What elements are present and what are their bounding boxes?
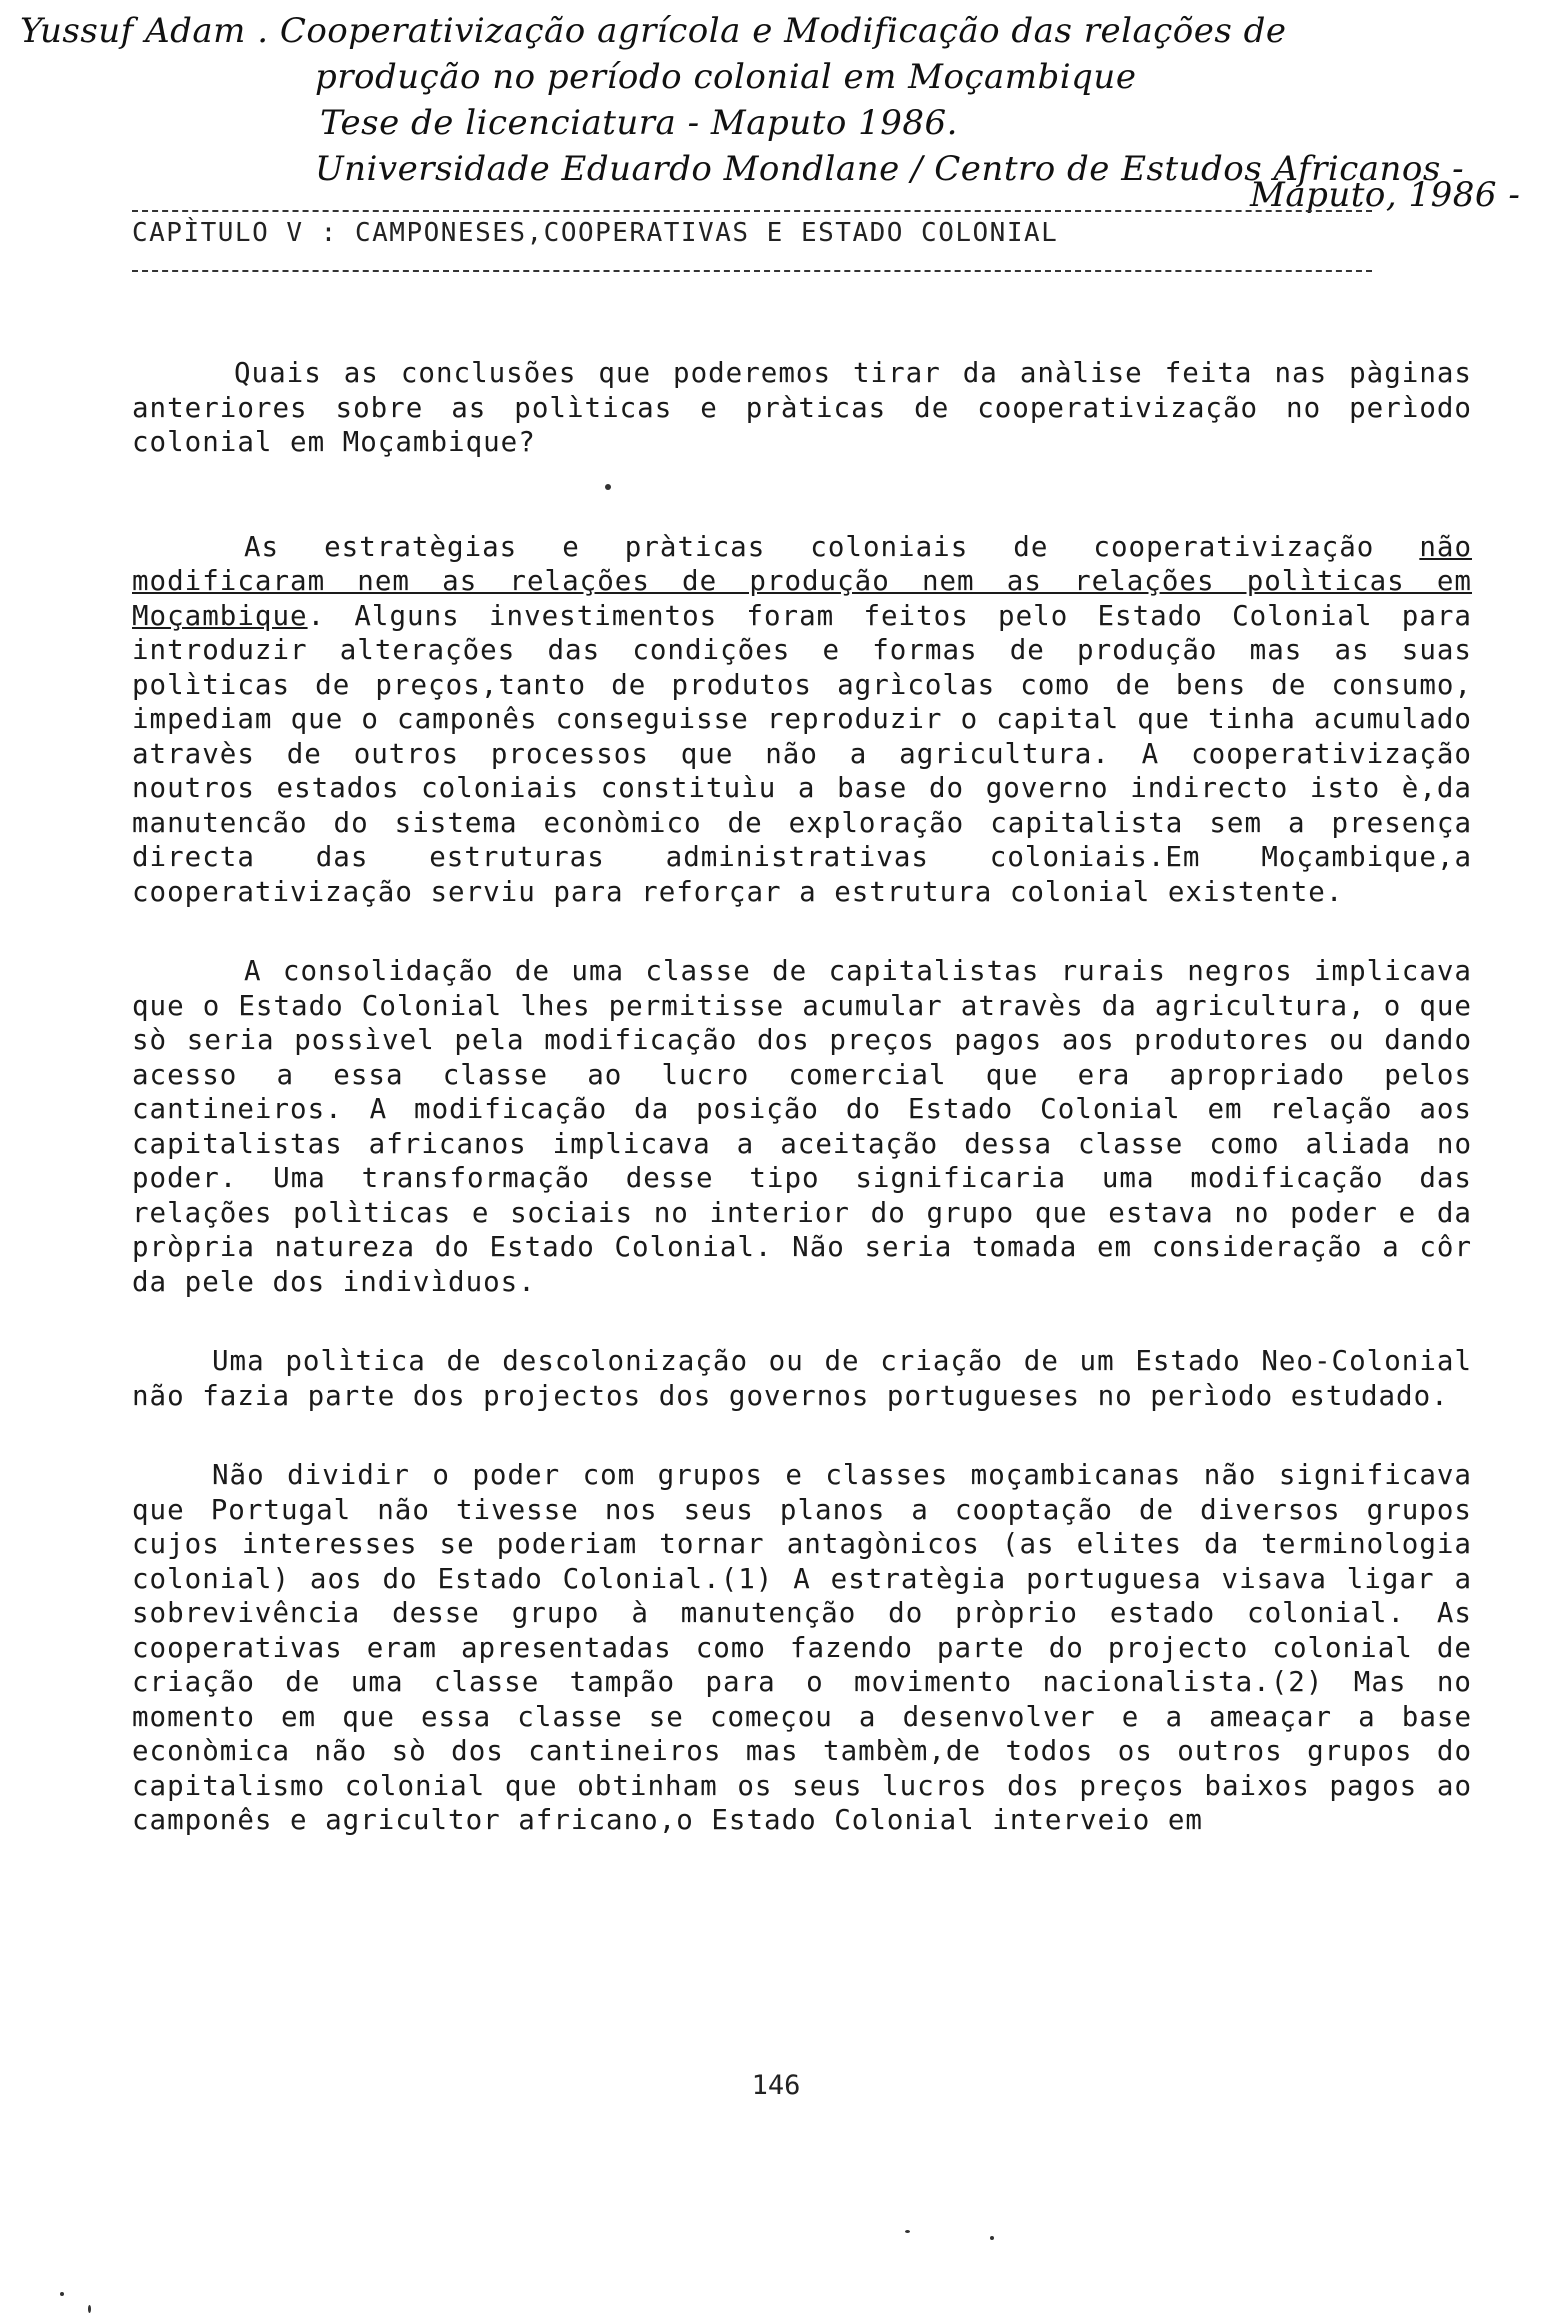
handwritten-line: Maputo, 1986 - xyxy=(1250,175,1521,215)
page-number: 146 xyxy=(751,2070,801,2101)
paragraph-consolidation: A consolidação de uma classe de capitalistas rurais negros implicava que o Estado Colonial lhes permitisse acumular atravès da agricultura, o que sò seria possìvel pela modificação dos preços pagos aos produtores ou dando acesso a essa classe ao lucro comercial que era apropriado pelos cantineiros. A modificação da posição do Estado Colonial em relação aos capitalistas africanos implicava a aceitação dessa classe como aliada no poder. Uma transformação desse tipo significaria uma modificação das relações polìticas e sociais no interior do grupo que estava no poder e da pròpria natureza do Estado Colonial. Não seria tomada em consideração a côr da pele dos indivìduos. xyxy=(132,955,1472,1298)
handwritten-line: Yussuf Adam . Cooperativização agrícola e Modificação das relações de xyxy=(20,11,1287,51)
dashed-divider-bottom xyxy=(132,270,1372,272)
scan-speck xyxy=(88,2305,91,2313)
paragraph-decolonization: Uma polìtica de descolonização ou de criação de um Estado Neo-Colonial não fazia parte dos projectos dos governos portugueses no perìodo estudado. xyxy=(132,1345,1472,1412)
handwritten-line: Tese de licenciatura - Maputo 1986. xyxy=(320,103,958,143)
scan-speck xyxy=(605,484,611,490)
scan-speck xyxy=(60,2292,64,2296)
paragraph-strategies-start: As estratègias e pràticas coloniais de cooperativização xyxy=(244,530,1375,563)
paragraph-power-sharing: Não dividir o poder com grupos e classes moçambicanas não significava que Portugal não tivesse nos seus planos a cooptação de diversos grupos cujos interesses se poderiam tornar antagònicos (as elites da terminologia colonial) aos do Estado Colonial.(1) A estratègia portuguesa visava ligar a sobrevivência desse grupo à manutenção do pròprio estado colonial. As cooperativas eram apresentadas como fazendo parte do projecto colonial de criação de uma classe tampão para o movimento nacionalista.(2) Mas no momento em que essa classe se começou a desenvolver e a ameaçar a base econòmica não sò dos cantineiros mas tambèm,de todos os outros grupos do capitalismo colonial que obtinham os seus lucros dos preços baixos pagos ao camponês e agricultor africano,o Estado Colonial interveio em xyxy=(132,1459,1472,1836)
scan-speck xyxy=(990,2236,994,2240)
handwritten-citation-note xyxy=(20,8,1521,218)
chapter-title: CAPÌTULO V : CAMPONESES,COOPERATIVAS E ESTADO COLONIAL xyxy=(132,218,1059,248)
underlined-thesis: não modificaram nem as relações de produção nem as relações polìticas em Moçambique xyxy=(132,530,1472,632)
paragraph-strategies xyxy=(132,530,1472,910)
paragraph-intro: Quais as conclusões que poderemos tirar da anàlise feita nas pàginas anteriores sobre as polìticas e pràticas de cooperativização no perìodo colonial em Moçambique? xyxy=(132,357,1472,458)
handwritten-line: produção no período colonial em Moçambique xyxy=(315,57,1137,97)
scan-speck xyxy=(905,2230,910,2233)
body-text xyxy=(132,356,1472,1883)
dashed-divider-top xyxy=(132,210,1372,212)
paragraph-strategies-rest: . Alguns investimentos foram feitos pelo Estado Colonial para introduzir alterações das condições e formas de produção mas as suas polìticas de preços,tanto de produtos agrìcolas como de bens de consumo, impediam que o camponês conseguisse reproduzir o capital que tinha acumulado atravès de outros processos que não a agricultura. A cooperativização noutros estados coloniais constituìu a base do governo indirecto isto è,da manutencão do sistema econòmico de exploração capitalista sem a presença directa das estruturas administrativas coloniais.Em Moçambique,a cooperativização serviu para reforçar a estrutura colonial existente. xyxy=(132,599,1472,908)
handwritten-line: Universidade Eduardo Mondlane / Centro de Estudos Africanos - xyxy=(315,149,1465,189)
